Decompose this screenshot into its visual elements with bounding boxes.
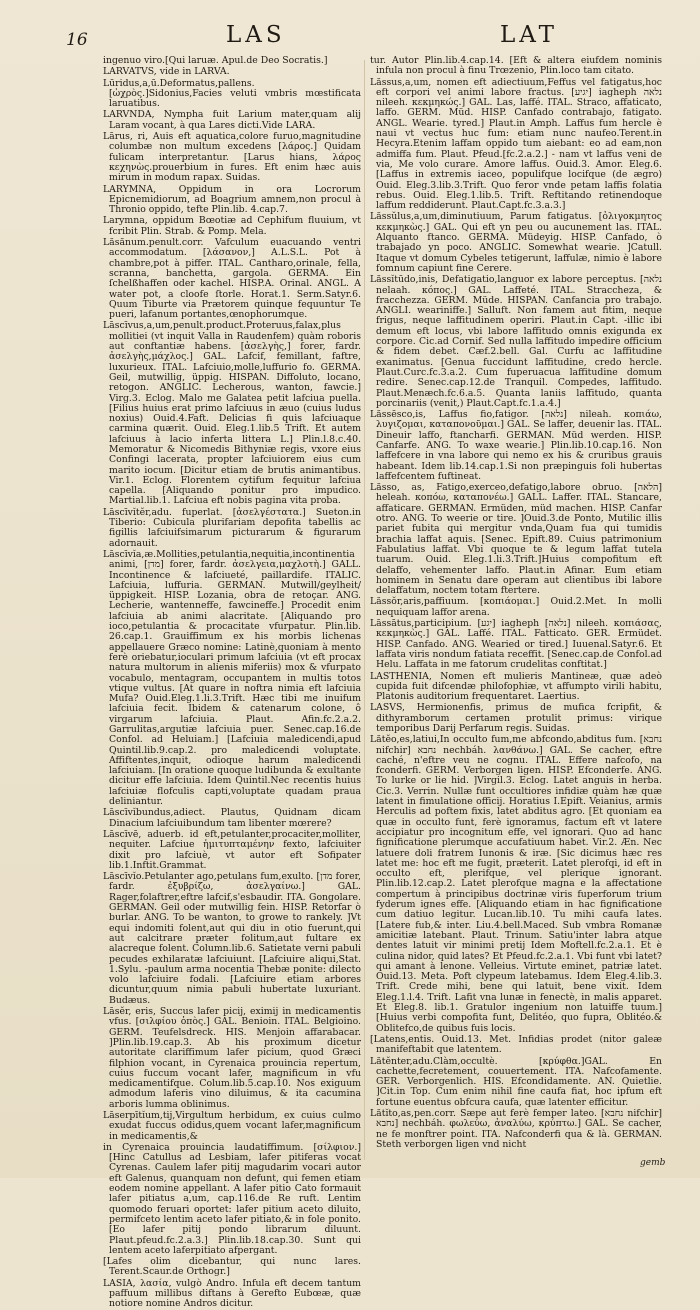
dictionary-entry: Lāssātus,participium. [יגע] iagheph [נלאה] nileeh. κοπιάσας, κεκμηκὼς.] GAL. Laffé. ITAL. Fatticato. GER. Ermüdet. HISP. Canfado. ANG. Wearied or tired.] Iuuenal.Satyr.6. Et laffata viris nondum fatiata receffit. [Senec.cap.de Confol.ad Helu. Laffata in me fatorum crudelitas conftitat.]: [370, 618, 662, 671]
dictionary-entry: Lătĕnter,adu.Clàm,occultè. [κρύφθα.]GAL. En cachette,fecretement, couuertement. ITA. Nafcofamente. GER. Verborgenlich. HIS. Efcondidamente. AN. Quietlie. ]Cit.in Top. Cum enim nihil fine caufa fiat, hoc ipfum eft fortune euentus obfcura caufa, quæ latenter efficitur.: [370, 1055, 662, 1108]
dictionary-entry: LARVNDA, Nympha fuit Larium mater,quam alij Laram vocant, à qua Lares dicti.Vide LARA.: [103, 109, 361, 131]
dictionary-entry: LASVS, Hermionenfis, primus de mufica fcripfit, & dithyramborum certamen protulit primus: virique temporibus Darij Perfarum regis. Suidas.: [370, 702, 662, 734]
dictionary-entry: Lăssŭlus,a,um,diminutiuum, Parum fatigatus. [ὀλιγοκμητος κεκμηκὼς.] GAL. Qui eft yn peu ou aucunement las. ITAL. Alquanto ftanco. GERMA. Müdeyig. HISP. Canfado, ò trabajado yn poco. ANGLIC. Somewhat wearie. ]Catull. Itaque vt domum Cybeles tetigerunt, laffulæ, nimio è labore fomnum capiunt fine Cerere.: [370, 211, 662, 274]
dictionary-entry: Lăssŏr,aris,paffiuum. [κοπιάομαι.] Ouid.2.Met. In molli nequiquam laffor arena.: [370, 596, 662, 618]
dictionary-entry: Lăssēsco,is, Laffus fio,fatigor. [נלאה] nileah. κοπιάω, λυγιζομαι, καταπονοῦμαι.] GAL. Se laffer, deuenir las. ITAL. Dineuir laffo, ftancharfi. GERMAN. Müd werden. HISP. Canfarfe. ANG. To waxe wearie.] Plin.lib.10.cap.16. Non laffefcere in vna labore qui nemo ex his & cruribus grauis habeant. Idem lib.14.cap.1.Si non præpinguis foli hubertas laffefcentem fuftineat.: [370, 409, 663, 482]
dictionary-entry: Lăssĭtūdo,inis, Defatigatio,languor ex labore perceptus. [נלאה nelaah. κόπος.] GAL. Laffeté. ITAL. Straccheza, & fracchezza. GERM. Müde. HISPAN. Canfancia pro trabajo. ANGLI. weariniffe.] Salluft. Non famem aut fitim, neque frigus, neque laffitudinem operiri. Plaut.in Capt. -illic ibi demum eft locus, vbi labore laffitudo omnis exigunda ex corpore. Cic.ad Cornif. Sed nulla laffitudo impedire officium & fidem debet. Cæf.2.bell. Gal. Curfu ac laffitudine exanimatus. [Genua fuccidunt laffitudine, credo hercle. Plaut.Curc.fc.3.a.2. Cum fuperuacua laffitudine domum redire. Senec.cap.12.de Tranquil. Compedes, laffitudo. Plaut.Menæch.fc.6.a.5. Quanta laniis laffitudo, quanta porcinariis (venit,) Plaut.Capt.fc.1.a.4.]: [370, 274, 662, 409]
dictionary-entry: [Latens,entis. Ouid.13. Met. Infidias prodet (nitor galeæ manifeftabit que latentem.: [370, 1033, 662, 1056]
dictionary-entry: Larymna, oppidum Bœotiæ ad Cephifum fluuium, vt fcribit Plin. Strab. & Pomp. Mela.: [103, 215, 361, 237]
dictionary-entry: Lătĭto,as,pen.corr. Sæpe aut ferè femper lateo. [נחבא nifchir] נחבא] nechbáh. φωλεύω, ἀναλύω, κρύπτω.] GAL. Se cacher, ne fe monftrer point. ITA. Nafconderfi qua & là. GERMAN. Steth verborgen ligen vnd nicht: [370, 1107, 662, 1150]
column-divider: [364, 60, 365, 1160]
dictionary-entry: Lāscīvĭtĕr,adu. fuperlat. [ἀσελγέστατα.] Sueton.in Tiberio: Cubicula plurifariam depofita tabellis ac figillis lafciuifsimarum picturarum & figurarum adornauit.: [103, 506, 361, 549]
dictionary-entry: LASIA, λασία, vulgò Andro. Infula eft decem tantum paffuum millibus diftans à Gerefto Eubœæ, quæ notiore nomine Andros dicitur.: [103, 1277, 361, 1310]
dictionary-entry: Lăsso, as, Fatigo,exerceo,defatigo,labore obruo. [הלאה] heleah. κοπόω, καταπονέω.] GALL. Laffer. ITAL. Stancare, affaticare. GERMAN. Ermüden, müd machen. HISP. Canfar otro. ANG. To weerie or tire. ]Ouid.3.de Ponto, Mutilic illis pariet fubita qui mergitur vnda,Quam fua qui tumidis brachia laffat aquis. [Senec. Epift.89. Cuius patrimonium Fabulatius laffat. Vbi quoque te & legum laffat tutela tuarum. Ouid. Eleg.1.li.3.Trift.]Huius compofitum eft delaffo, vehementer laffo. Plaut.in Afinar. Eum etiam hominem in Senatu dare operam aut clientibus ibi labore delaffatum, noctem totam ftertere.: [370, 482, 662, 597]
dictionary-entry: Lătĕo,es,latiui,In occulto fum,me abfcondo,abditus fum. [נחבא nifchir] נחבא nechbáh. λανθάνω.] GAL. Se cacher, eftre caché, n'eftre veu ne cognu. ITAL. Effere nafcofo, na fconderfi. GERM. Verborgen ligen. HISP. Efconderfe. ANG. To lurke or lie hid. ]Virgil.3. Eclog. Latet anguis in herba. Cic.3. Verrin. Nullæ funt occultiores infidiæ quàm hæ quæ latent in fimulatione officij. Horatius I.Epift. Veianius, armis Herculis ad poftem fixis, latet abditus agro. [Et quoniam ea quæ in occulto funt, ferè ignoramus, factum eft vt latere accipiatur pro incognitum effe, vel ignorari. Quo ad hanc fignificatione plerumque accufatiuum habet. Vir.2. Æn. Nec latuere doli fratrem Iunonis & iræ. [Sic dicimus hæc res latet me: hoc eft me fugit, præterit. Latet plerofqi, id eft in occulto eft, plerifque, vel plerique ignorant. Plin.lib.12.cap.2. Latet plerofque magna e la affectatione compertum à principibus doctrinæ viris fuperforum trium fyderum ignes effe. [Aliquando etiam in hac fignificatione cum datiuo legitur. Lucan.lib.10. Tu mihi caufa lates. [Latere fub,& inter. Liu.4.bell.Maced. Sub vmbra Romanæ amicitiæ latebant. Plaut. Trinum. Satiu'inter labra atque dentes latuit vir minimi pretij Idem Moftell.fc.2.a.1. Et è culina nidor, quid lates? Et Pfeud.fc.2.a.1. Vbi funt vbi latet? qui amant à lenone. Velleius. Virtute eminet, patriæ latet. Ouid.13. Meta. Poft clypeum latebamus. Idem Eleg.4.lib.3. Trift. Crede mihi, bene qui latuit, bene vixit. Idem Eleg.1.l.4. Trift. Lafit vna lunæ in fenectè, in malis apparet. Et Eleg.8. lib.1. Gratulor ingenium non latuiffe tuum.] [Huius verbi compofita funt, Delitéo, quo fupra, Oblitéo.& Oblitefco,de quibus fuis locis.: [370, 734, 662, 1034]
right-column: [370, 56, 662, 1168]
dictionary-entry: Lārus, ri, Auis eft aquatica,colore furuo,magnitudine columbæ non multum excedens [λάρος.] Quidam fulicam interpretantur. [Larus hians, λάρος κεχηνὼς.prouerbium in fures. Eft enim hæc auis mirum in modum rapax. Suidas.: [103, 131, 361, 184]
dictionary-entry: Lāscīvĭbundus,adiect. Plautus, Quidnam dicam Dinacium lafciuibundum tam libenter mœrere?: [103, 807, 361, 829]
catchword: gemb: [640, 1158, 666, 1168]
dictionary-entry: Lāscīvĭa,æ.Mollities,petulantia,nequitia,incontinentia animi, [מדן] forer, fardr. ἀσελγεια,μαχλοτὴ.] GALL. Incontinence & lafciueté, paillardife. ITALIC. Lafciuia, luffuria. GERMAN. Mutwill/geylheit/üppigkeit. HISP. Lozania, obra de retoçar. ANG. Lecherie, wantenneffe, fawcineffe.] Procedit enim lafciuia ab animi alacritate. [Aliquando pro ioco,petulantia & procacitate vfurpatur. Plin.lib. 26.cap.1. Grauiffimum ex his morbis lichenas appellauere Græco nomine: Latinè,quoniam à mento ferè oriebatur,ioculari primum lafciuia (vt eft procax natura multorum in alienis miferiis) mox & vfurpato vocabulo, mentagram, occupantem in multis totos vtique vultus. [At quare in noftra nimia eft lafciuia Mufa? Ouid.Eleg.1.li.3.Trift. Hæc tibi me inuifum lafciuia fecit. Ibidem & catenarum colone, ô virgarum lafciuia. Plaut. Afin.fc.2.a.2. Garrulitas,argutiæ lafciuia puer. Senec.cap.16.de Confol. ad Heluiam.] [Lafciuia maledicendi,apud Quintil.lib.9.cap.2. pro maledicendi voluptate. Affiftentes,inquit, odioque harum maledicendi lafciuiam. [In oratione quoque ludibunda & exultante dicitur effe lafciuia. Idem Quintil.Nec recentis huius lafciuiæ flofculis capti,voluptate quadam praua deliniantur.: [103, 548, 361, 808]
dictionary-entry: LARYMNA, Oppidum in ora Locrorum Epicnemidiorum, ad Boagrium amnem,non procul à Thronio oppido, tefte Plin.lib. 4.cap.7.: [103, 183, 361, 216]
dictionary-entry: Lāscīvē, aduerb. id eft,petulanter,procaciter,molliter, nequiter. Lafciue ἡμιτυπταμένην fexto, lafciuiter dixit pro lafciuè, vt autor eft Sofipater lib.1.Inftit.Grammat.: [103, 828, 361, 871]
dictionary-entry: Lāserpītĭum,tij,Virgultum herbidum, ex cuius culmo exudat fuccus odidus,quem vocant lafer,magnificum in medicamentis,&: [103, 1109, 361, 1142]
dictionary-entry: tur. Autor Plin.lib.4.cap.14. [Eft & altera eiufdem nominis infula non procul à finu Trœzenio, Plin.loco tam citato.: [370, 55, 662, 77]
page-number: 16: [66, 30, 88, 50]
dictionary-entry: [Lafes olim dicebantur, qui nunc lares. Terent.Scaur.de Orthogr.]: [103, 1256, 361, 1278]
left-column: [103, 55, 361, 1310]
dictionary-entry: LARVATVS, vide in LARVA.: [103, 66, 230, 78]
dictionary-entry: Lūridus,a,ū.Deformatus,pallens.[ὠχρὸς.]Sidonius,Facies veluti vmbris mœstificata laruatibus.: [103, 77, 361, 110]
dictionary-entry: Lăsănum.penult.corr. Vafculum euacuando ventri accommodatum. [λάσανον,] A.L.S.L. Pot à chambre,pot à piffer. ITAL. Cantharo,orinale, fella, scranna, banchetta, gargola. GERMA. Ein ſchelßhaffen oder kachel. HISP.A. Orinal. ANGL. A water pot, a cloofe ſtorle. Horat.1. Serm.Satyr.6. Quum Tiburte via Prætorem quinque fequuntur Te pueri, lafanum portantes,œnophorumque.: [103, 237, 361, 321]
dictionary-entry: Lāscīvus,a,um,penult.product.Proteruus,falax,plus mollitiei (vt inquit Valla in Raudenfem) quàm roboris aut conftantiæ habens. [ἀσελγὴς,] forer, fardr. ἀσελγὴς,μάχλος.] GAL. Lafcif, femillant, faftre, luxurieux. ITAL. Lafciuio,molle,luffurio fo. GERMA. Geil, mutwillig, üppig. HISPAN. Diffoluto, locano, retogon. ANGLIC. Lecherous, wanton, fawcie.] Virg.3. Eclog. Malo me Galatea petit lafciua puella. [Filius huius erat primo lafciuus in æuo (cuius ludus noxius) Ouid.4.Faft. Delicias fi quis lafciuaque carmina quærit. Ouid. Eleg.1.lib.5 Trift. Et autem lafciuus à lacio inferta littera L.] Plin.l.8.c.40. Memoratur & Nicomedis Bithyniæ regis, vxore eius Confingi lacerata, propter lafciuiorem eius cum marito iocum. [Dicitur etiam de brutis animantibus. Vir.1. Eclog. Florentem cytifum fequitur lafciua capella. [Aliquando ponitur pro impudico. Martial.lib.1. Lafciua eft nobis pagina vita proba.: [103, 320, 361, 507]
running-head-right: LAT: [500, 22, 558, 48]
running-header: [0, 22, 700, 52]
dictionary-entry: in Cyrenaica prouincia laudatiffimum. [σίλφιον.] [Hinc Catullus ad Lesbiam, lafer pitiferas vocat Cyrenas. Caulem lafer pitij magudarim vocari autor eft Galenus, quanquam non defunt, qui femen etiam eodem nomine appellant. A lafer pitio Cato formauit lafer pitiatus a,um, cap.116.de Re ruft. Lentim quomodo feruari oportet: lafer pitium aceto diluito, permifceto lentim aceto lafer pitiato,& in fole ponito. [Eo lafer pitij pondo librarum diluunt. Plaut.pfeud.fc.2.a.3.] Plin.lib.18.cap.30. Sunt qui lentem aceto laferpitiato afpergant.: [103, 1141, 361, 1256]
dictionary-entry: Lāsĕr, eris, Succus lafer picij, eximij in medicamentis vfus. [σιλφίου ὀπὸς.] GAL. Benioin. ITAL. Belgioino. GERM. Teufelsdreck. HIS. Menjoin affarabacar. ]Plin.lib.19.cap.3. Ab his proximum dicetur autoritate clariffimum lafer picium, quod Græci filphion vocant, in Cyrenaica prouincia repertum, cuius fuccum vocant lafer, magnificum in vfu medicamentifque. Colum.lib.5.cap.10. Nos exiguum admodum laferis vino diluimus, & ita cacumina arboris lumma oblinimus.: [103, 1006, 361, 1110]
dictionary-entry: Lāscīvĭo.Petulanter ago,petulans fum,exulto. [מדן forer, fardr. ἐξυβρίζω, ἀσελγαίνω.] GAL. Rager,folaftrer,eftre lafcif,s'esbaudir. ITA. Gongolare. GERMAN. Geil oder mutwillig fein. HISP. Retorfar ò burlar. ANG. To be wanton, to growe to rankely. ]Vt equi indomiti folent,aut qui diu in otio fuerunt,qui aut calcitrare præter folitum,aut fultare ex alacreque folent. Column.lib.6. Satietate verni pabuli pecudes exhilaratæ lafciuiunt. [Lafciuire aliqui,Stat. 1.Sylu. -paulum arma nocentia Thebæ ponite: dilecto volo lafciuire fodali. [Lafciuire etiam arbores dicuntur,quum nimia pabuli hubertate luxuriant. Budæus.: [103, 871, 361, 1006]
dictionary-entry: Lăssus,a,um, nomen eft adiectiuum,Feffus vel fatigatus,hoc eft corpori vel animi labore fractus. [יגיע] iagheph נלאה nileeh. κεκμηκώς.] GAL. Las, laffé. ITAL. Straco, affaticato, laffo. GERM. Müd. HISP. Canfado contrabajo, fatigato. ANGL. Wearie. tyred.] Plaut.in Amph. Laffus fum hercle è naui vt vectus huc fum: etiam nunc naufeo.Terent.in Hecyra.Etenim laffam oppido tum aiebant: eo ad eam,non admiffa fum. Plaut. Pfeud.[fc.2.a.2.] - nam vt laffus veni de via, Me volo curare. Amore laffus. Ouid.3. Amor. Eleg.6. [Laffus in extremis iaceo, populifque locifque (de ægro) Ouid. Eleg.3.lib.3.Trift. Quo feror vnde petam laffis folatia rebus. Ouid. Eleg.1.lib.5. Trift. Reftitando retinendoque laffum reddiderunt. Plaut.Capt.fc.3.a.3.]: [370, 76, 662, 212]
dictionary-entry: LASTHENIA, Nomen eft mulieris Mantineæ, quæ adeò cupida fuit difcendæ philofophiæ, vt affumpto virili habitu, Platonis auditorium frequentaret. Laertius.: [370, 670, 662, 703]
running-head-left: LAS: [226, 22, 286, 48]
dictionary-entry: ingenuo viro.[Qui laruæ. Apul.de Deo Socratis.]: [103, 55, 328, 66]
